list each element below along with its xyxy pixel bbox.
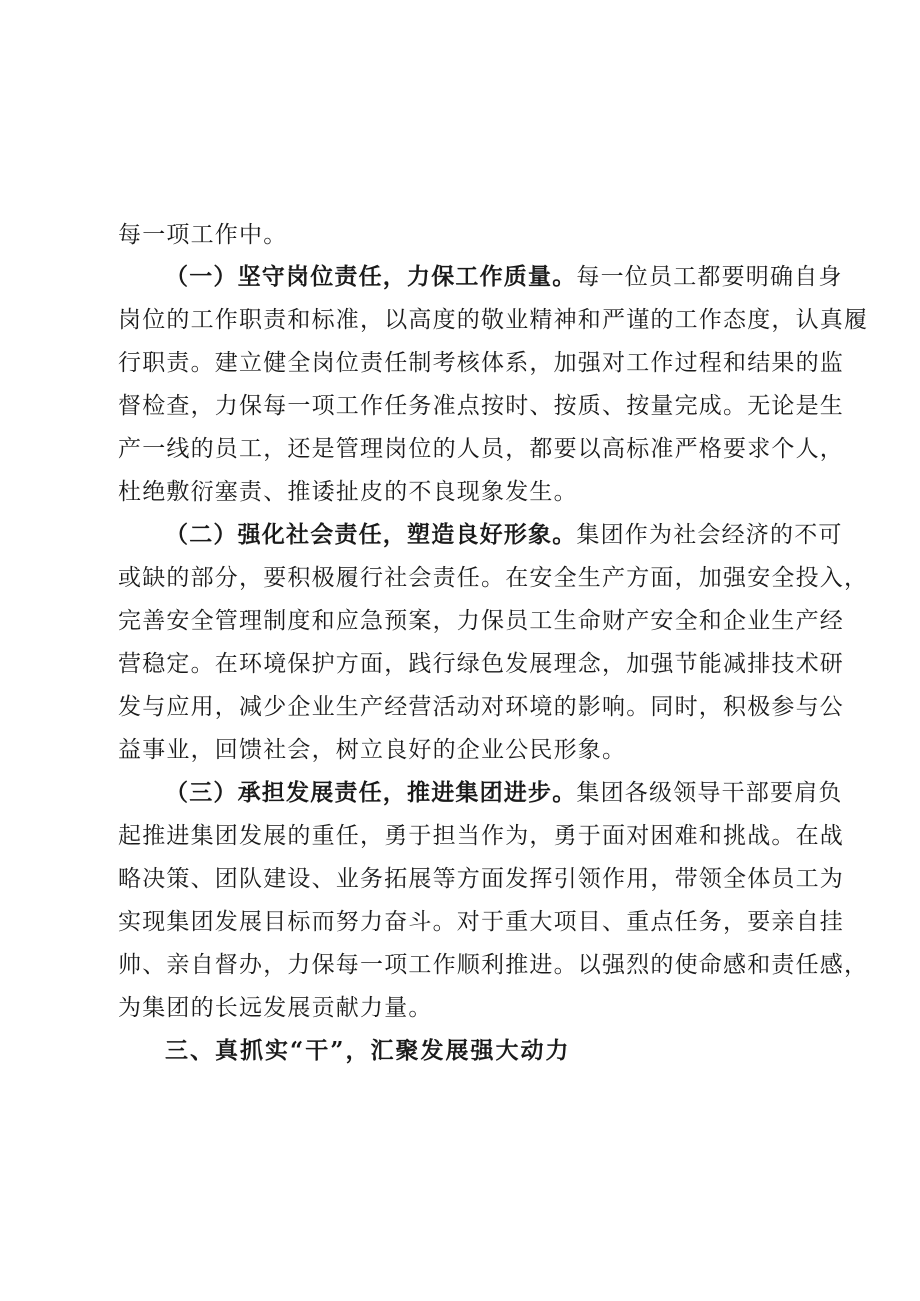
section-2-line: 营稳定。在环境保护方面，践行绿色发展理念，加强节能减排技术研 (118, 651, 844, 677)
section-2-line: 或缺的部分，要积极履行社会责任。在安全生产方面，加强安全投入， (118, 565, 869, 591)
section-1-line: 岗位的工作职责和标准，以高度的敬业精神和严谨的工作态度，认真履 (118, 307, 869, 333)
section-1-line: 督检查，力保每一项工作任务准点按时、按质、按量完成。无论是生 (118, 393, 844, 419)
section-3-first-line (165, 778, 843, 808)
section-1-heading: （一）坚守岗位责任，力保工作质量。 (165, 263, 577, 290)
paragraph-line: 每一项工作中。 (118, 222, 288, 248)
section-2-heading: （二）强化社会责任，塑造良好形象。 (165, 521, 577, 548)
section-1-line: 产一线的员工，还是管理岗位的人员，都要以高标准严格要求个人， (118, 436, 844, 462)
section-2-line: 完善安全管理制度和应急预案，力保员工生命财产安全和企业生产经 (118, 608, 844, 634)
section-2-line: 发与应用，减少企业生产经营活动对环境的影响。同时，积极参与公 (118, 694, 844, 720)
section-2-first-line-text: 集团作为社会经济的不可 (576, 522, 843, 548)
section-3-line: 帅、亲自督办，力保每一项工作顺利推进。以强烈的使命感和责任感， (118, 952, 869, 978)
section-1-line: 行职责。建立健全岗位责任制考核体系，加强对工作过程和结果的监 (118, 350, 844, 376)
chapter-3-heading: 三、真抓实“干”，汇聚发展强大动力 (165, 1037, 571, 1064)
section-3-line: 略决策、团队建设、业务拓展等方面发挥引领作用，带领全体员工为 (118, 866, 844, 892)
section-3-line: 实现集团发展目标而努力奋斗。对于重大项目、重点任务，要亲自挂 (118, 909, 844, 935)
section-1-first-line (165, 262, 843, 292)
section-2-line: 益事业，回馈社会，树立良好的企业公民形象。 (118, 737, 627, 763)
section-3-line: 为集团的长远发展贡献力量。 (118, 995, 433, 1021)
section-1-line: 杜绝敷衍塞责、推诿扯皮的不良现象发生。 (118, 479, 578, 505)
section-3-first-line-text: 集团各级领导干部要肩负 (576, 780, 843, 806)
section-2-first-line (165, 520, 843, 550)
section-3-heading: （三）承担发展责任，推进集团进步。 (165, 779, 577, 806)
section-1-first-line-text: 每一位员工都要明确自身 (576, 264, 843, 290)
section-3-line: 起推进集团发展的重任，勇于担当作为，勇于面对困难和挑战。在战 (118, 823, 844, 849)
